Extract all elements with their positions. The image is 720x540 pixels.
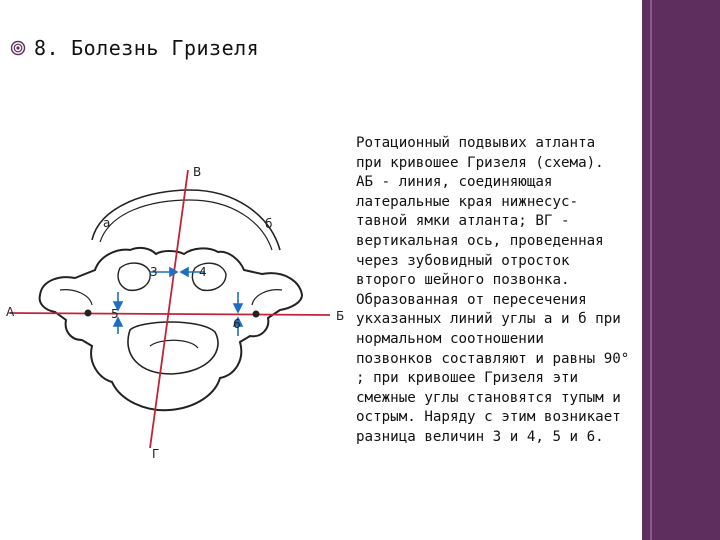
slide-title: Болезнь Гризеля	[71, 36, 260, 60]
side-bar-stripe	[650, 0, 652, 540]
description-line: смежные углы становятся тупым и	[356, 389, 621, 406]
description-line: Ротационный подвывих атланта	[356, 135, 596, 151]
description-line: позвонков составляют и равны 90°	[356, 350, 630, 367]
point-B-marker	[253, 311, 260, 318]
description-line: ; при кривошее Гризеля эти	[356, 370, 579, 387]
description-line: АБ - линия, соединяющая	[356, 174, 553, 191]
slide-title-number: 8.	[34, 36, 60, 60]
decorative-side-bar	[642, 0, 720, 540]
description-line: укхазанных линий углы а и б при	[356, 311, 621, 328]
label-B: Б	[336, 309, 345, 323]
label-4: 4	[199, 265, 207, 279]
description-line: латеральные края нижнесус-	[356, 193, 579, 210]
label-b: б	[265, 217, 273, 231]
description-line: острым. Наряду с этим возникает	[356, 409, 621, 426]
title-row	[10, 36, 259, 60]
description-text	[356, 134, 646, 448]
description-line: Образованная от пересечения	[356, 291, 587, 308]
label-a: а	[103, 216, 111, 230]
description-line: через зубовидный отросток	[356, 252, 570, 269]
label-V: В	[193, 165, 202, 179]
label-3: 3	[150, 265, 158, 279]
label-G: Г	[152, 447, 160, 461]
label-A: А	[6, 305, 15, 319]
label-6: 6	[233, 317, 241, 331]
description-line: второго шейного позвонка.	[356, 272, 570, 289]
description-line: вертикальная ось, проведенная	[356, 232, 604, 249]
description-line: нормальном соотношении	[356, 330, 544, 347]
target-bullet-icon	[10, 40, 26, 56]
atlas-rotation-diagram	[0, 150, 345, 470]
description-line: при кривошее Гризеля (схема).	[356, 154, 604, 171]
description-line: разница величин 3 и 4, 5 и 6.	[356, 428, 604, 445]
label-5: 5	[111, 307, 119, 321]
point-A-marker	[85, 310, 92, 317]
description-line: тавной ямки атланта; ВГ -	[356, 213, 570, 230]
